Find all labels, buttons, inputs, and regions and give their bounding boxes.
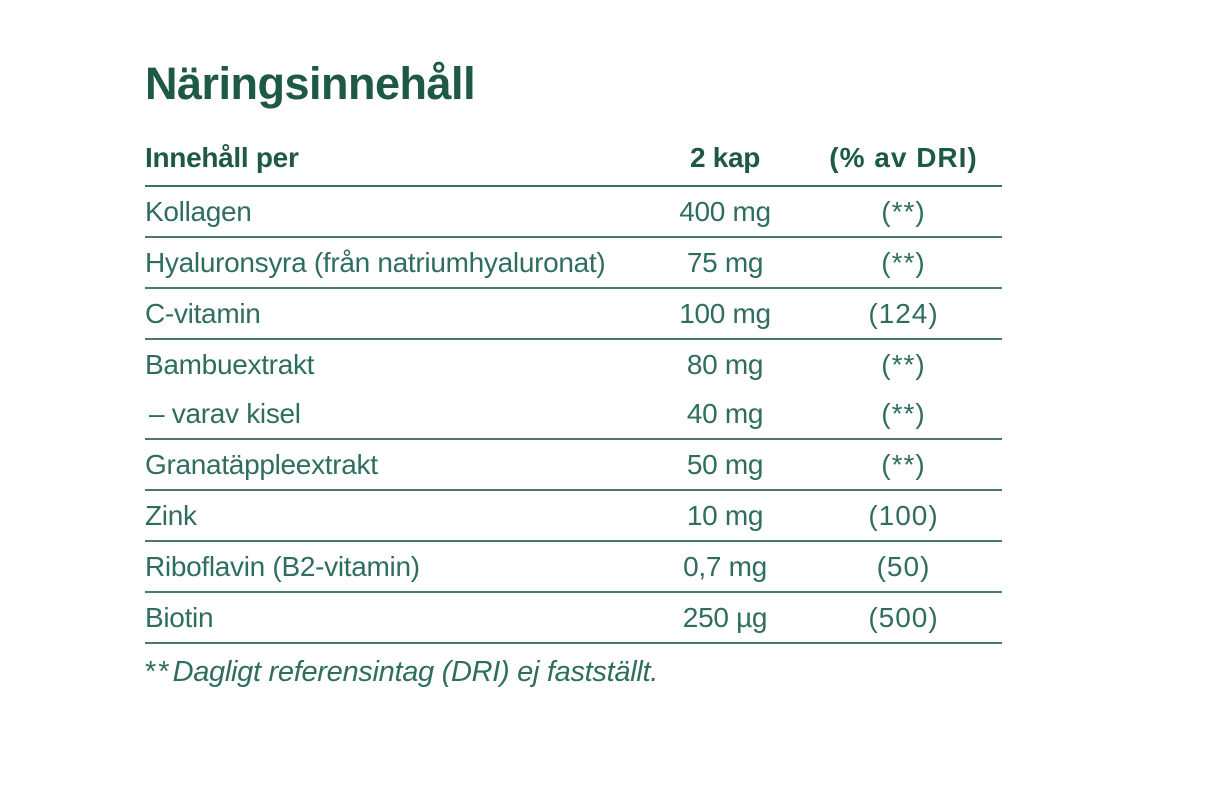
row-dri-percent: (**) [881, 397, 926, 429]
column-header-innehall-per: Innehåll per [145, 142, 299, 174]
row-label: Zink [145, 499, 197, 531]
row-amount: 100 mg [679, 297, 771, 329]
row-label: C-vitamin [145, 297, 261, 329]
row-amount: 40 mg [686, 397, 764, 429]
row-label: Granatäppleextrakt [145, 448, 378, 480]
row-amount: 80 mg [686, 348, 764, 380]
row-dri-percent: (124) [868, 297, 939, 329]
table-row [145, 340, 1002, 389]
table-row-group [145, 187, 1002, 238]
row-label: Hyaluronsyra (från natriumhyaluronat) [145, 246, 606, 278]
row-amount: 400 mg [679, 195, 771, 227]
row-label: Kollagen [145, 195, 252, 227]
row-label: Riboflavin (B2-vitamin) [145, 550, 420, 582]
footnote-asterisks: ** [145, 656, 172, 689]
table-row-group [145, 542, 1002, 593]
table-row-group [145, 593, 1002, 644]
row-label: – varav kisel [149, 397, 301, 429]
row-dri-percent: (**) [881, 195, 926, 227]
row-amount: 0,7 mg [683, 550, 767, 582]
row-label: Bambuextrakt [145, 348, 315, 380]
table-row [145, 289, 1002, 338]
page-title: Näringsinnehåll [145, 58, 476, 109]
table-row-group [145, 440, 1002, 491]
table-row-group [145, 340, 1002, 440]
row-amount: 50 mg [686, 448, 764, 480]
row-dri-percent: (**) [881, 448, 926, 480]
table-row [145, 440, 1002, 489]
row-label: Biotin [145, 601, 214, 633]
row-dri-percent: (**) [881, 246, 926, 278]
table-row [145, 491, 1002, 540]
table-row [145, 238, 1002, 287]
row-amount: 250 µg [682, 601, 768, 633]
nutrition-table [145, 137, 1002, 644]
footnote-text: Dagligt referensintag (DRI) ej fastställt. [172, 656, 659, 689]
column-header-dri: (% av DRI) [829, 142, 978, 174]
row-amount: 75 mg [686, 246, 764, 278]
table-row-group [145, 289, 1002, 340]
table-header-row [145, 137, 1002, 187]
nutrition-panel [145, 60, 1002, 689]
table-body [145, 187, 1002, 644]
table-row [145, 389, 1002, 438]
footnote [145, 656, 1002, 689]
table-row-group [145, 491, 1002, 542]
row-amount: 10 mg [686, 499, 764, 531]
row-dri-percent: (500) [868, 601, 939, 633]
table-row-group [145, 238, 1002, 289]
table-row [145, 593, 1002, 642]
row-dri-percent: (50) [876, 550, 931, 582]
column-header-2-kap: 2 kap [689, 142, 761, 174]
row-dri-percent: (100) [868, 499, 939, 531]
table-row [145, 542, 1002, 591]
table-row [145, 187, 1002, 236]
row-dri-percent: (**) [881, 348, 926, 380]
